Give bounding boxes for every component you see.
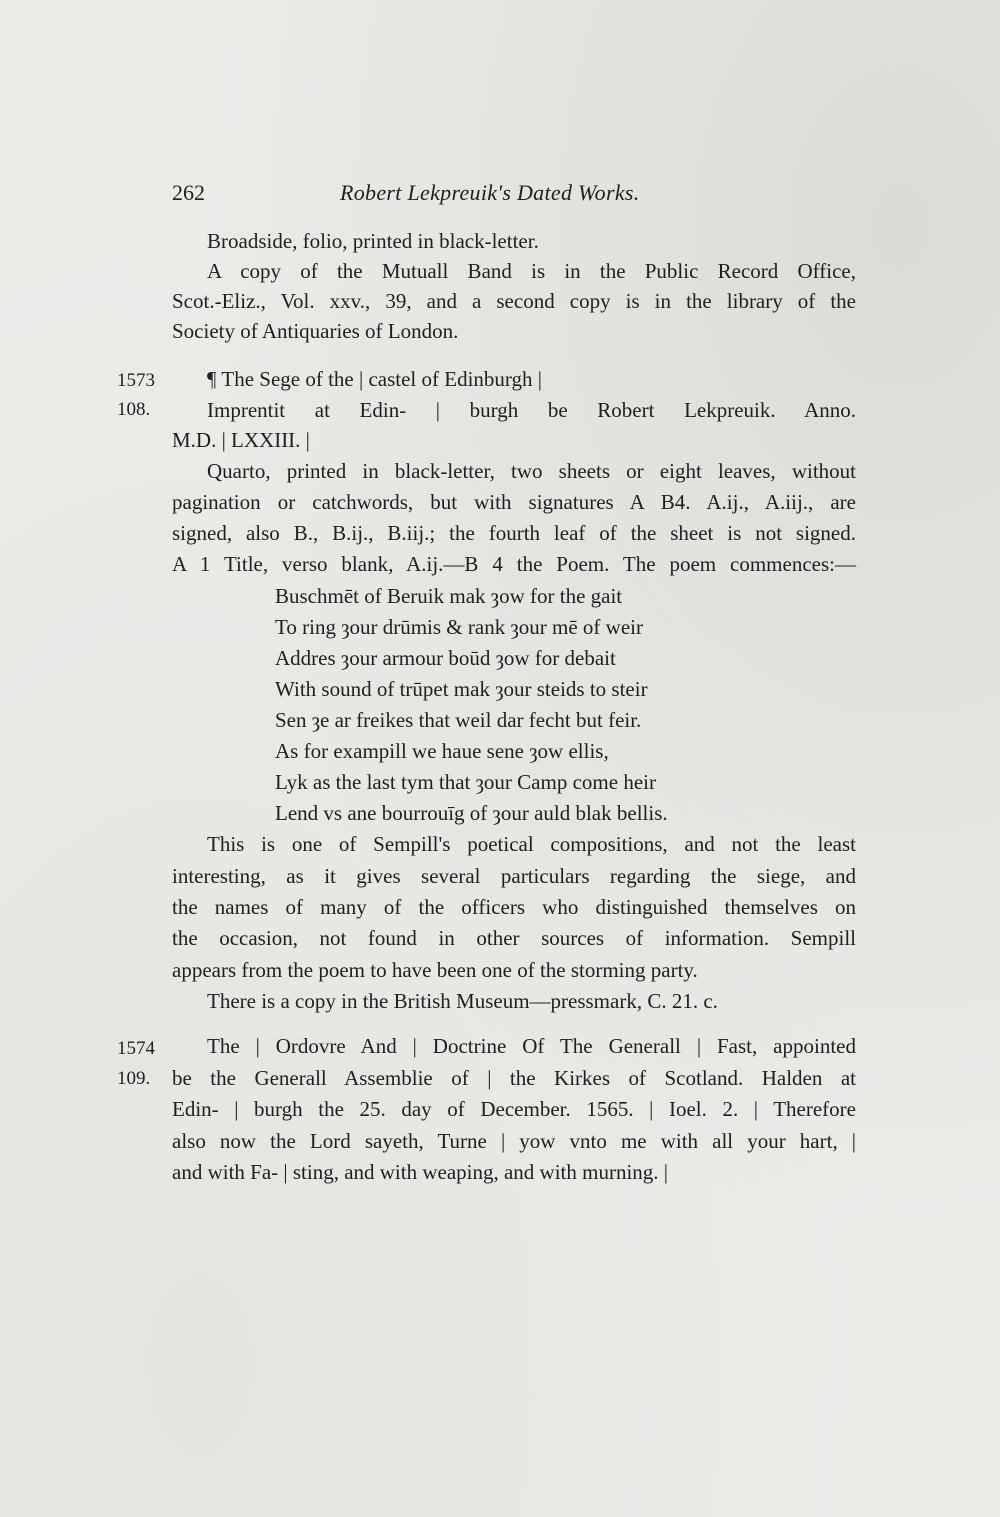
entry-title-line: Edin- | burgh the 25. day of December. 1565. | Ioel. 2. | Therefore xyxy=(172,1097,856,1121)
text-line: the occasion, not found in other sources of information. Sempill xyxy=(172,926,856,950)
text-line: signed, also B., B.ij., B.iij.; the fourth leaf of the sheet is not signed. xyxy=(172,521,856,545)
entry-title-line: The | Ordovre And | Doctrine Of The Generall | Fast, appointed xyxy=(207,1034,856,1058)
running-title: Robert Lekpreuik's Dated Works. xyxy=(340,180,640,205)
text-line: Society of Antiquaries of London. xyxy=(172,319,459,343)
text-line: interesting, as it gives several particulars regarding the siege, and xyxy=(172,864,856,888)
margin-year: 1574 xyxy=(117,1038,155,1059)
text-line: the names of many of the officers who distinguished themselves on xyxy=(172,895,856,919)
text-line: Scot.-Eliz., Vol. xxv., 39, and a second copy is in the library of the xyxy=(172,289,856,313)
verse-line: Lend vs ane bourrouīg of ȝour auld blak bellis. xyxy=(275,801,668,825)
verse-line: To ring ȝour drūmis & rank ȝour mē of weir xyxy=(275,615,643,639)
verse-line: As for exampill we haue sene ȝow ellis, xyxy=(275,739,609,763)
entry-title-line: and with Fa- | sting, and with weaping, and with murning. | xyxy=(172,1160,669,1184)
text-line: Quarto, printed in black-letter, two sheets or eight leaves, without xyxy=(207,459,856,483)
text-line: This is one of Sempill's poetical compositions, and not the least xyxy=(207,832,856,856)
page-number: 262 xyxy=(172,180,205,205)
text-line: Broadside, folio, printed in black-letter. xyxy=(207,229,539,253)
margin-entry-number: 109. xyxy=(117,1068,151,1089)
verse-line: Buschmēt of Beruik mak ȝow for the gait xyxy=(275,584,623,608)
entry-title-line: ¶ The Sege of the | castel of Edinburgh | xyxy=(207,367,542,391)
text-line: pagination or catchwords, but with signatures A B4. A.ij., A.iij., are xyxy=(172,490,856,514)
margin-entry-number: 108. xyxy=(117,399,151,420)
entry-title-line: Imprentit at Edin- | burgh be Robert Lekpreuik. Anno. xyxy=(207,398,856,422)
verse-line: Addres ȝour armour boūd ȝow for debait xyxy=(275,646,616,670)
text-line: A copy of the Mutuall Band is in the Public Record Office, xyxy=(207,259,856,283)
entry-title-line: also now the Lord sayeth, Turne | yow vnto me with all your hart, | xyxy=(172,1129,856,1153)
margin-year: 1573 xyxy=(117,370,155,391)
entry-title-line: be the Generall Assemblie of | the Kirkes of Scotland. Halden at xyxy=(172,1066,856,1090)
verse-line: With sound of trūpet mak ȝour steids to steir xyxy=(275,677,648,701)
verse-line: Sen ȝe ar freikes that weil dar fecht but feir. xyxy=(275,708,642,732)
verse-line: Lyk as the last tym that ȝour Camp come heir xyxy=(275,770,656,794)
text-line: A 1 Title, verso blank, A.ij.—B 4 the Poem. The poem commences:— xyxy=(172,552,856,576)
running-header xyxy=(172,180,862,214)
text-line: appears from the poem to have been one of the storming party. xyxy=(172,958,698,982)
entry-title-line: M.D. | LXXIII. | xyxy=(172,428,310,452)
text-line: There is a copy in the British Museum—pressmark, C. 21. c. xyxy=(207,989,718,1013)
